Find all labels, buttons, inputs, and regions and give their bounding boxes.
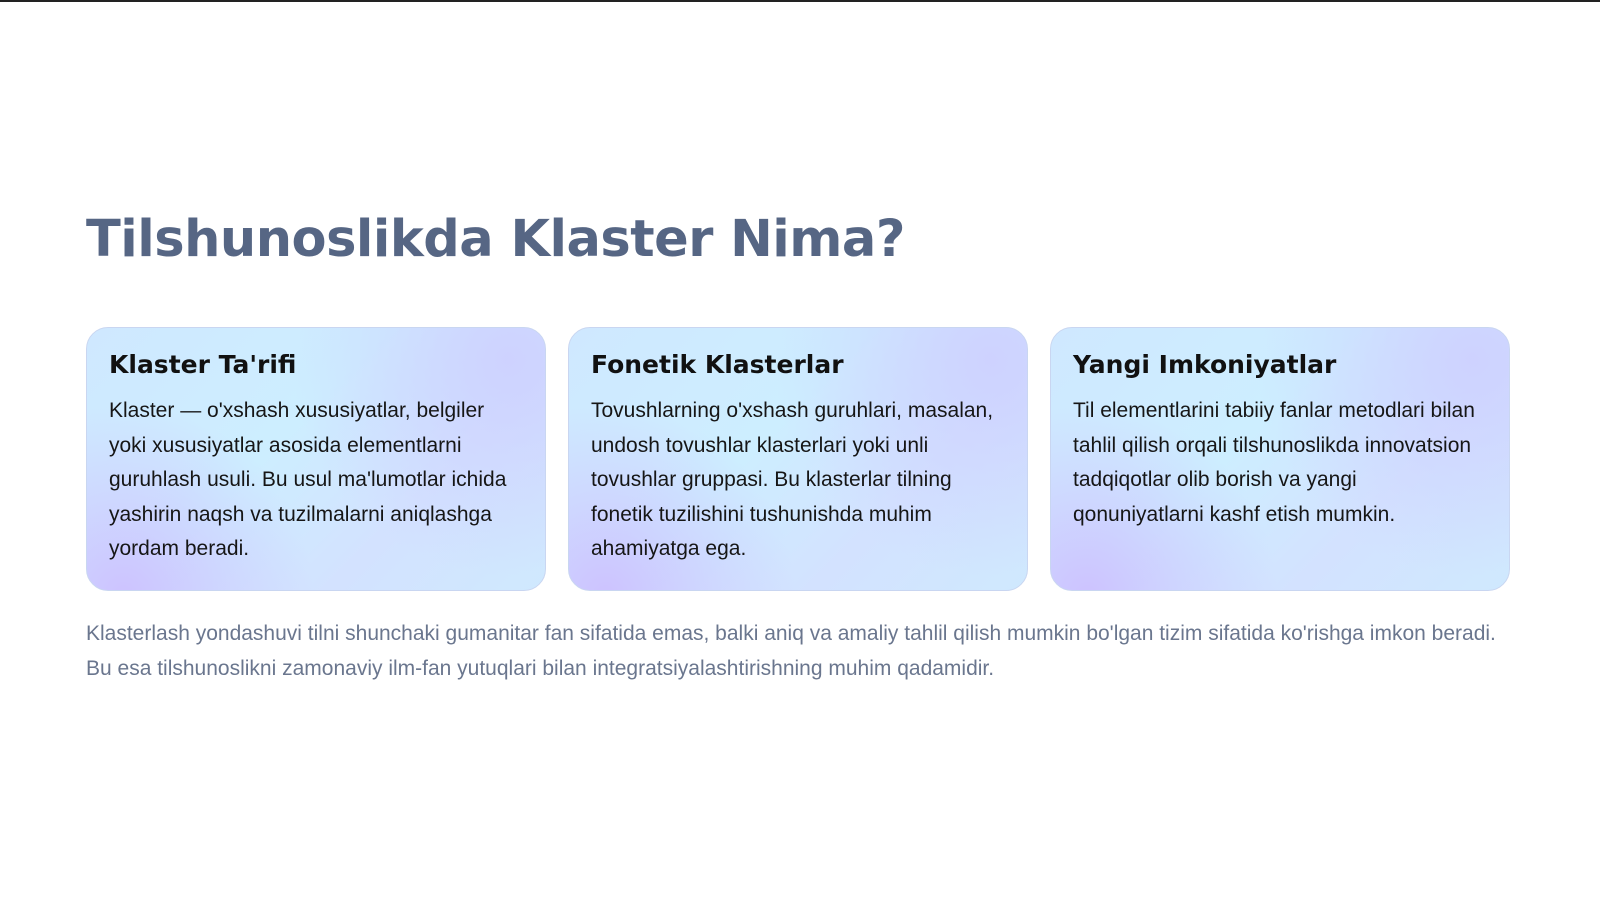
card-text: Til elementlarini tabiiy fanlar metodlari bilan tahlil qilish orqali tilshunoslikda innovatsion tadqiqotlar olib borish va yangi qonuniyatlarni kashf etish mumkin. (1073, 399, 1475, 526)
card-heading: Klaster Ta'rifi (109, 350, 297, 379)
card-yangi-imkoniyatlar (1050, 327, 1510, 591)
info-cards (86, 327, 1514, 591)
summary-paragraph: Klasterlash yondashuvi tilni shunchaki gumanitar fan sifatida emas, balki aniq va amaliy tahlil qilish mumkin bo'lgan tizim sifatida ko'rishga imkon beradi. Bu esa tilshunoslikni zamonaviy ilm-fan yutuqlari bilan integratsiyalashtirishning muhim qadamidir. (86, 622, 1496, 680)
card-text: Tovushlarning o'xshash guruhlari, masalan, undosh tovushlar klasterlari yoki unli tovushlar gruppasi. Bu klasterlar tilning fonetik tuzilishini tushunishda muhim ahamiyatga ega. (591, 399, 994, 560)
card-fonetik-klasterlar (568, 327, 1028, 591)
card-klaster-tarifi (86, 327, 546, 591)
card-text: Klaster — o'xshash xususiyatlar, belgiler yoki xususiyatlar asosida elementlarni guruhlash usuli. Bu usul ma'lumotlar ichida yashirin naqsh va tuzilmalarni aniqlashga yordam beradi. (109, 399, 507, 560)
card-heading: Yangi Imkoniyatlar (1073, 350, 1337, 379)
slide-title: Tilshunoslikda Klaster Nima? (86, 210, 905, 269)
card-heading: Fonetik Klasterlar (591, 350, 844, 379)
